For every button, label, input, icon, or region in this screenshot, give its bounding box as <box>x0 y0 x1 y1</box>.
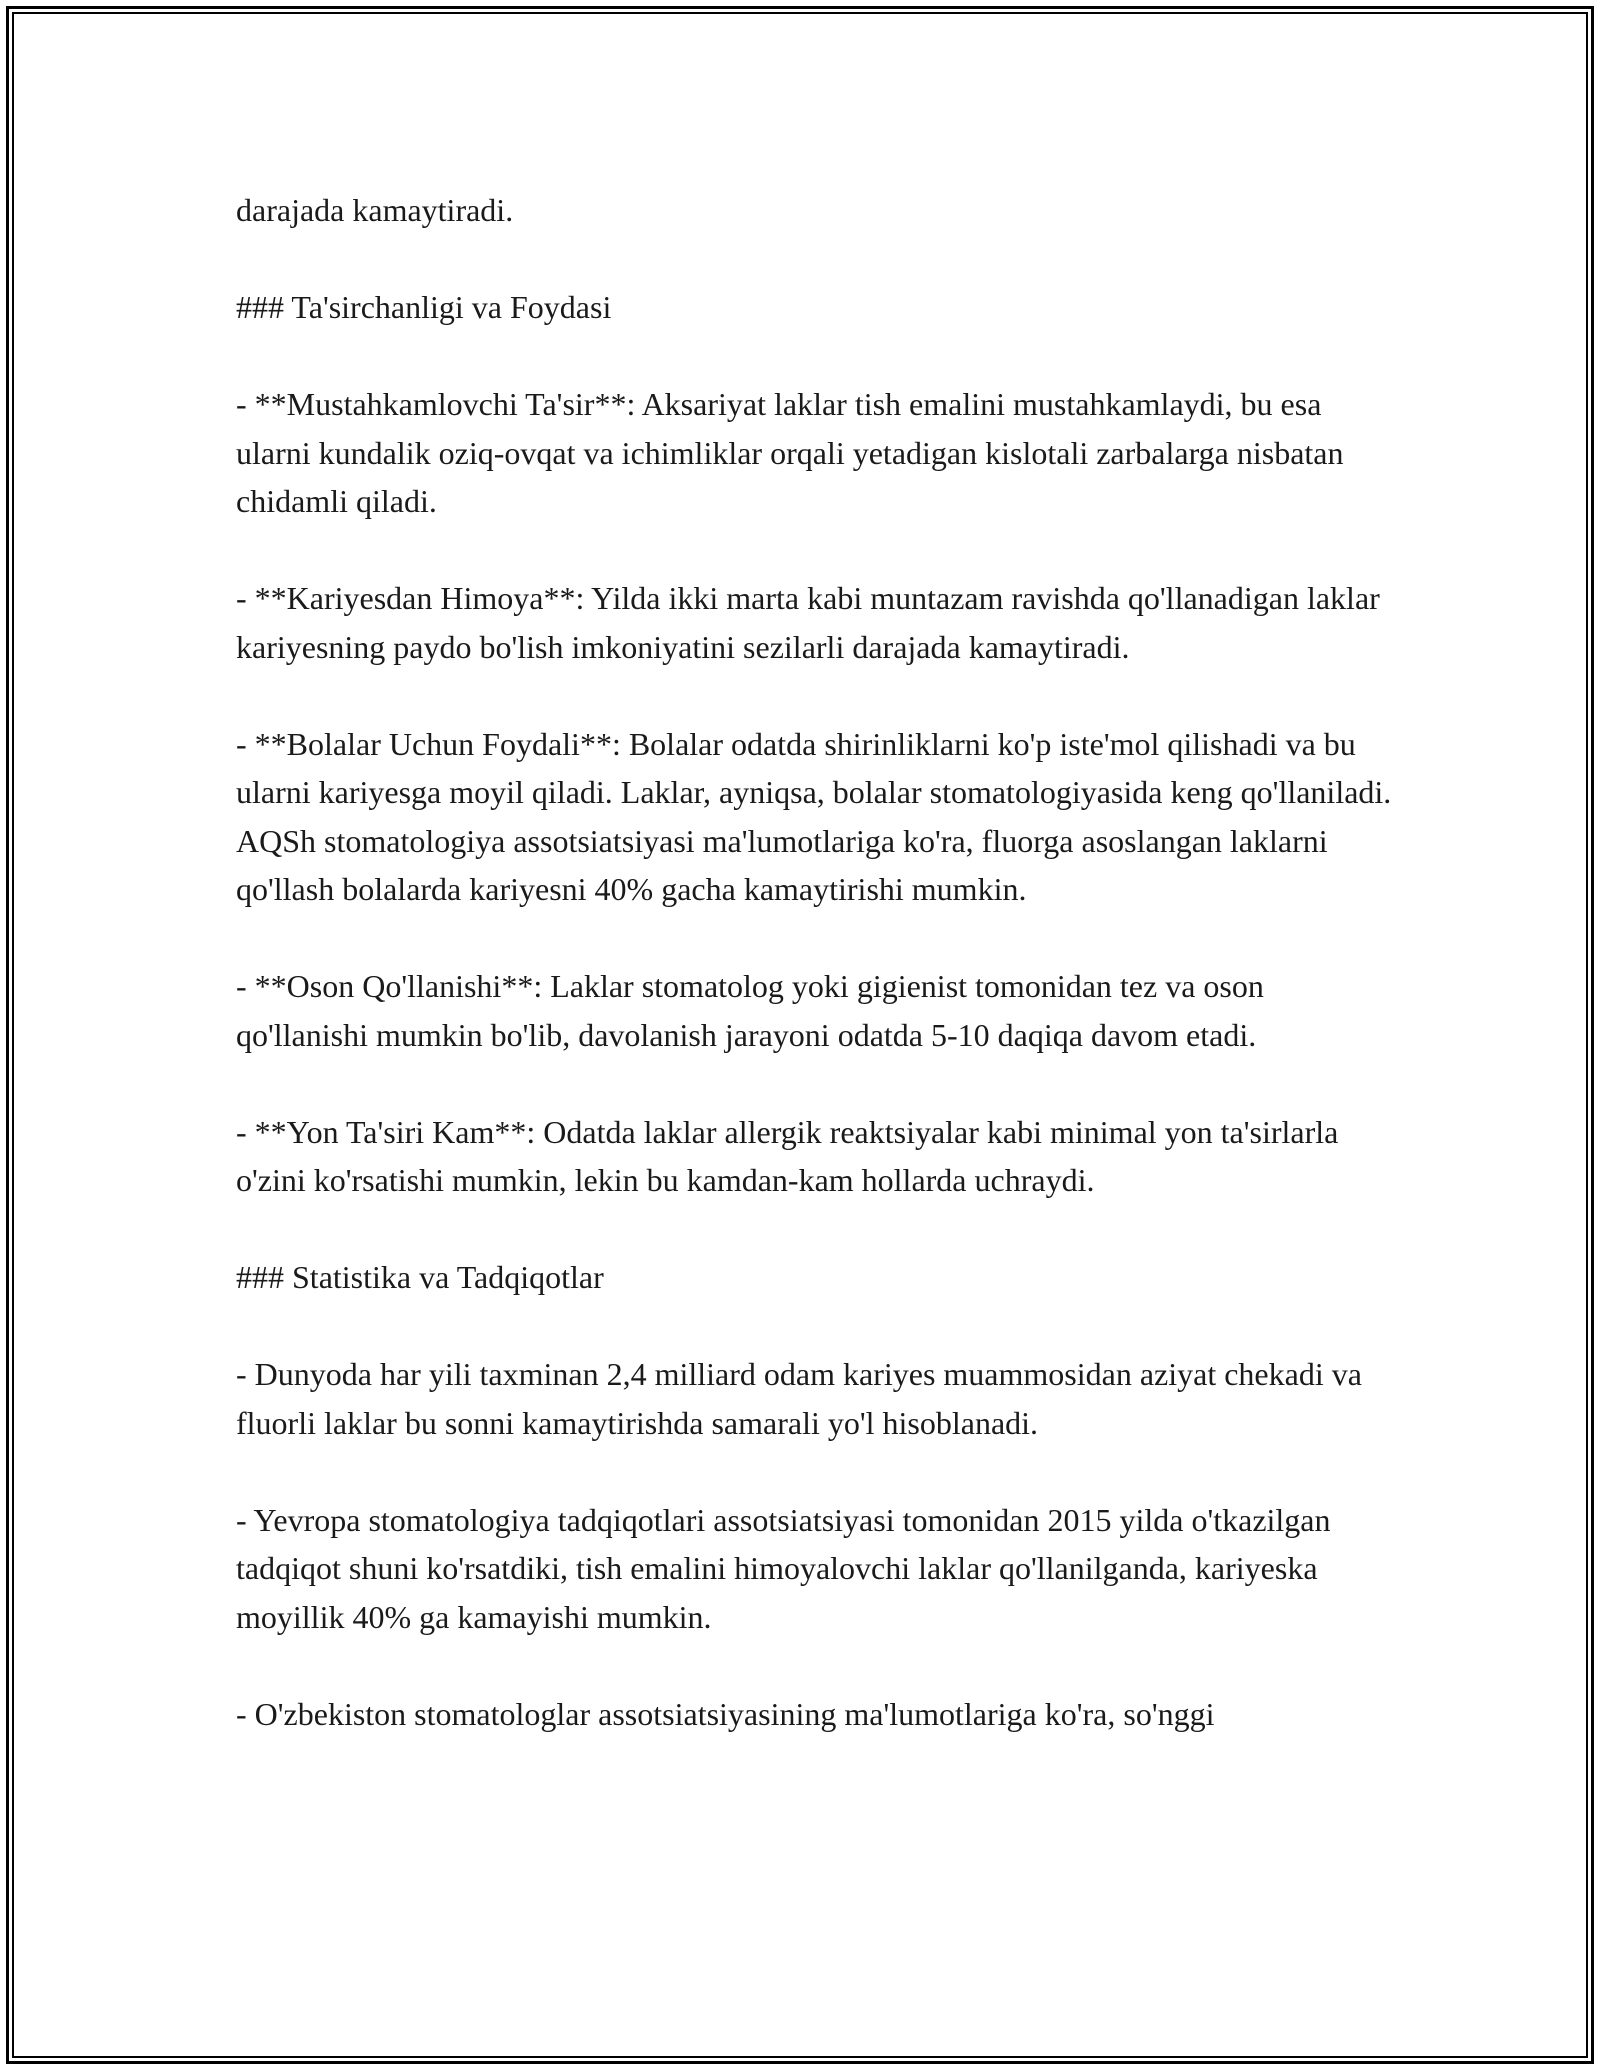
section-heading-effectiveness: ### Ta'sirchanligi va Foydasi <box>236 289 612 325</box>
list-item-strengthening: - **Mustahkamlovchi Ta'sir**: Aksariyat laklar tish emalini mustahkamlaydi, bu esa ularni kundalik oziq-ovqat va ichimliklar orqali yetadigan kislotali zarbalarga nisbatan chidamli qiladi. <box>236 386 1344 519</box>
list-item-children-benefit: - **Bolalar Uchun Foydali**: Bolalar odatda shirinliklarni ko'p iste'mol qilishadi va bu ularni kariyesga moyil qiladi. Laklar, ayniqsa, bolalar stomatologiyasida keng qo'llaniladi. AQSh stomatologiya assotsiatsiyasi ma'lumotlariga ko'ra, fluorga asoslangan laklarni qo'llash bolalarda kariyesni 40% gacha kamaytirishi mumkin. <box>236 725 1392 907</box>
list-item-caries-protection: - **Kariyesdan Himoya**: Yilda ikki marta kabi muntazam ravishda qo'llanadigan laklar kariyesning paydo bo'lish imkoniyatini sezilarli darajada kamaytiradi. <box>236 580 1380 665</box>
paragraph-continuation: darajada kamaytiradi. <box>236 192 514 228</box>
list-item-uzbekistan-data: - O'zbekiston stomatologlar assotsiatsiyasining ma'lumotlariga ko'ra, so'nggi <box>236 1695 1215 1732</box>
list-item-side-effects: - **Yon Ta'siri Kam**: Odatda laklar allergik reaktsiyalar kabi minimal yon ta'sirlarla o'zini ko'rsatishi mumkin, lekin bu kamdan-kam hollarda uchraydi. <box>236 1113 1339 1198</box>
list-item-easy-application: - **Oson Qo'llanishi**: Laklar stomatolog yoki gigienist tomonidan tez va oson qo'llanishi mumkin bo'lib, davolanish jarayoni odatda 5-10 daqiqa davom etadi. <box>236 968 1264 1053</box>
list-item-world-statistic: - Dunyoda har yili taxminan 2,4 milliard odam kariyes muammosidan aziyat chekadi va fluorli laklar bu sonni kamaytirishda samarali yo'l hisoblanadi. <box>236 1356 1362 1441</box>
list-item-european-study: - Yevropa stomatologiya tadqiqotlari assotsiatsiyasi tomonidan 2015 yilda o'tkazilgan tadqiqot shuni ko'rsatdiki, tish emalini himoyalovchi laklar qo'llanilganda, kariyeska moyillik 40% ga kamayishi mumkin. <box>236 1501 1331 1635</box>
document-body <box>236 186 1396 1738</box>
section-heading-statistics: ### Statistika va Tadqiqotlar <box>236 1259 604 1295</box>
